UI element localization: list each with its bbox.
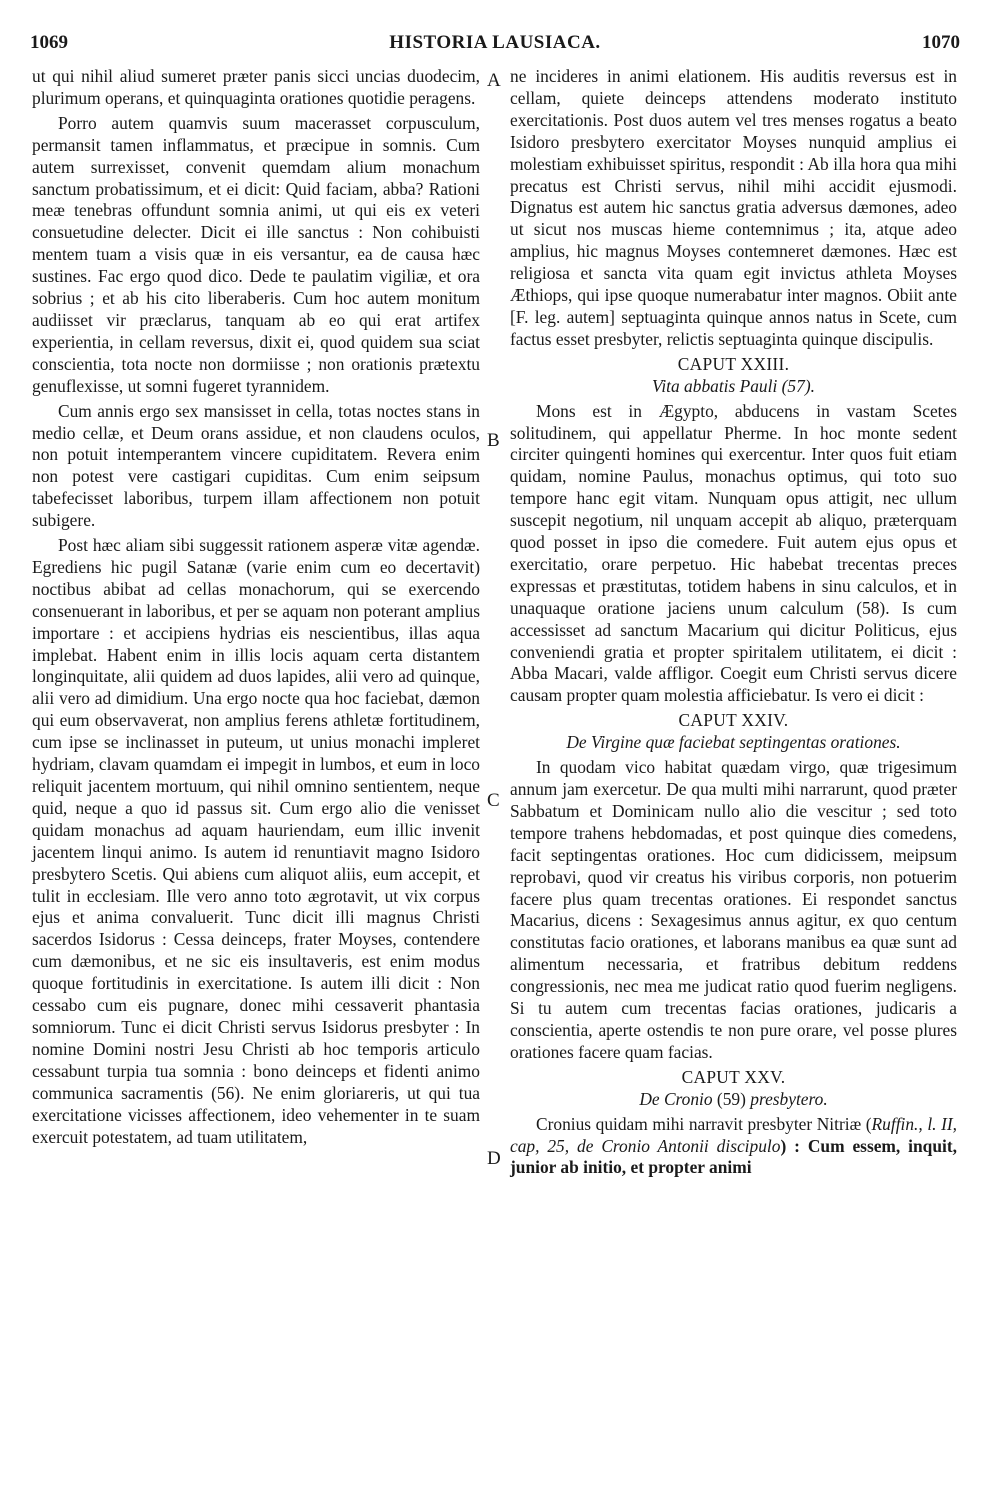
text-run: Cronius quidam mihi narravit presbyter Nitriæ ( (536, 1113, 872, 1134)
paragraph: Cum annis ergo sex mansisset in cella, totas noctes stans in medio cellæ, et Deum orans assidue, et non claudens oculos, non potuit intemperantem vincere cupiditatem. Revera enim non potest vere castigari cupiditas. Cum enim seipsum tabefecisset laboribus, turpem illam affectionem non potuit subigere. (32, 400, 480, 531)
subtitle-part: De Cronio (639, 1088, 713, 1109)
paragraph (510, 1114, 957, 1180)
chapter-heading: CAPUT XXIV. (678, 710, 789, 731)
reference-citation: Ruffin., l. II, cap, 25, de Cronio Antonii discipulo (510, 1113, 957, 1156)
paragraph: Porro autem quamvis suum macerasset corpusculum, permansit tamen inflammatus, et præcipue in somnis. Cum autem surrexisset, convenit quemdam alium monachum sanctum probatissimum, et ei dicit: Quid faciam, abba? Rationi meæ tenebras offundunt somnia animi, ut qui eis ex veteri consuetudine delecter. Dicit ei ille sanctus : Non cohibuisti mentem tuam a visis quæ in eis versantur, ea de causa hæc sustines. Fac ergo quod dico. Dede te paulatim vigiliæ, et ora sobrius ; et ab his cito liberaberis. Cum hoc autem monitum audiisset vir præclarus, tanquam ab eo qui erat artifex experientia, in cellam reversus, dixit ei, quod quidem sua sciat conscientia, tota nocte non dormiisse ; non orationis prætextu genuflexisse, ut somni fugeret tyrannidem. (32, 112, 480, 396)
page-header (30, 32, 960, 60)
left-column (32, 66, 480, 1151)
right-column (510, 66, 957, 1182)
page-number-left: 1069 (30, 32, 68, 53)
subtitle-note: (59) (712, 1088, 751, 1109)
chapter-subtitle (510, 1089, 957, 1111)
paragraph: Post hæc aliam sibi suggessit rationem asperæ vitæ agendæ. Egrediens hic pugil Satanæ (varie enim cum eo decertavit) noctibus abibat ad cellas monachorum, qui se exercendo consenuerant in laboribus, et per se aquam non poterant amplius importare : et accipiens hydrias eis nescientibus, illas aqua implebat. Habent enim in illis locis aquam certa distantem longinquitate, alii quidem ad duos lapides, alii vero ad quinque, alii vero ad dimidium. Una ergo nocte qua hoc faciebat, dæmon qui eum observaverat, non amplius ferens athletæ fortitudinem, cum ipse se inclinasset in puteum, ut unius monachi impleret hydriam, clavam quamdam ei impegit in lumbos, et eum in loco reliquit jacentem mortuum, qui nihil omnino sentientem, neque quid, neque a quo id passus sit. Cum ergo alio die venisset quidam monachus ad aquam hauriendam, eum illic invenit jacentem linqui animo. Is autem id renuntiavit magno Isidoro presbytero Scetis. Qui abiens cum aliquot aliis, eum accepit, et tulit in ecclesiam. Ille vero anno toto ægrotavit, ut vix corpus ejus et anima convaluerit. Tunc dicit illi magnus Christi sacerdos Isidorus : Cessa deinceps, frater Moyses, contendere cum dæmonibus, et ne sic eis insultaveris, est enim modus quoque fortitudinis in exercitatione. Is autem illi dicit : Non cessabo cum eis pugnare, donec mihi cessaverit phantasia somniorum. Tunc ei dicit Christi servus Isidorus presbyter : In nomine Domini nostri Jesu Christi ab hoc temporis articulo cessabunt turpia tua somnia : bono deinceps et fidenti animo communica sacramentis (56). Ne enim gloriareris, ut qui tua exercitatione vicisses affectionem, ideo vehementer in te suam exercuit potestatem, ad tuam utilitatem, (32, 535, 480, 1147)
paragraph: In quodam vico habitat quædam virgo, quæ trigesimum annum jam exercetur. De qua multi mihi narrarunt, quod præter Sabbatum et Dominicam nullo alio die vescitur ; sed toto tempore trahens hebdomadas, et post quinque dies comedens, facit septingentas orationes. Hoc cum didicissem, meipsum reprobavi, quod vir creatus his viribus corporis, non potuerim facere plus quam trecentas orationes. Ei respondet sanctus Macarius, dicens : Sexagesimus annus agitur, ex quo centum constitutas facio orationes, et laborans manibus ea quæ sunt ad alimentum necessaria, et fratribus debitum reddens congressionis, nec mea me judicat ratio quod fuerim negligens. Si tu autem cum trecentas facias orationes, judicaris a conscientia, aperte ostendis te non pure orare, vel posse plures orationes facere quam facias. (510, 757, 957, 1062)
page-number-right: 1070 (922, 32, 960, 53)
margin-marker-c: C (487, 790, 500, 811)
chapter-subtitle: De Virgine quæ faciebat septingentas orationes. (566, 732, 901, 753)
text-run: ) : Cum essem, inquit, junior ab initio, et propter animi (510, 1135, 957, 1178)
paragraph: ut qui nihil aliud sumeret præter panis sicci uncias duodecim, plurimum operans, et quinquaginta orationes quotidie peragens. (32, 66, 480, 108)
margin-marker-d: D (487, 1148, 501, 1169)
chapter-heading: CAPUT XXIII. (677, 353, 790, 374)
running-title: HISTORIA LAUSIACA. (389, 32, 601, 53)
margin-marker-b: B (487, 430, 500, 451)
paragraph: Mons est in Ægypto, abducens in vastam Scetes solitudinem, qui appellatur Pherme. In hoc monte sedent circiter quingenti homines qui exercentur. Inter quos fuit etiam quidam, nomine Paulus, monachus optimus, qui toto suo tempore hanc egit vitam. Nunquam opus attigit, nec ullum suscepit negotium, nil unquam accepit ab aliquo, præterquam quod posset in ipso die comedere. Fuit autem ejus opus et exercitatio, orare perpetuo. Hic habebat trecentas preces expressas et præstitutas, totidem habens in sinu calculos, et in unaquaque oratione jaciens unum calculum (58). Is cum accessisset ad sanctum Macarium qui dicitur Politicus, ejus conveniendi gratia et propter spiritalem utilitatem, ei dicit : Abba Macari, valde affligor. Coegit eum Christi servus dicere causam propter quam molestia afficiebatur. Is vero ei dicit : (510, 400, 957, 706)
chapter-heading: CAPUT XXV. (681, 1066, 786, 1087)
chapter-subtitle: Vita abbatis Pauli (57). (652, 375, 815, 396)
subtitle-part: presbytero. (750, 1088, 828, 1109)
paragraph: ne incideres in animi elationem. His auditis reversus est in cellam, quiete deinceps attendens moderato instituto exercitationis. Post duos autem vel tres menses rogatus a beato Isidoro presbytero exercitator Moyses nunquid amplius ei molestiam exhibuisset spiritus, respondit : Ab illa hora qua mihi precatus est Christi servus, nihil mihi accidit ejusmodi. Dignatus est autem hic sanctus gratia adversus dæmones, adeo ut sicut nos muscas hieme contemnimus ; ita, atque adeo amplius, hic magnus Moyses contemneret dæmones. Hæc est religiosa et sancta vita quam egit invictus athleta Moyses Æthiops, qui ipse quoque numerabatur inter magnos. Obiit ante [F. leg. autem] septuaginta quinque annos natus in Scete, cum factus esset presbyter, relictis septuaginta quinque discipulis. (510, 66, 957, 349)
margin-marker-a: A (487, 70, 501, 91)
